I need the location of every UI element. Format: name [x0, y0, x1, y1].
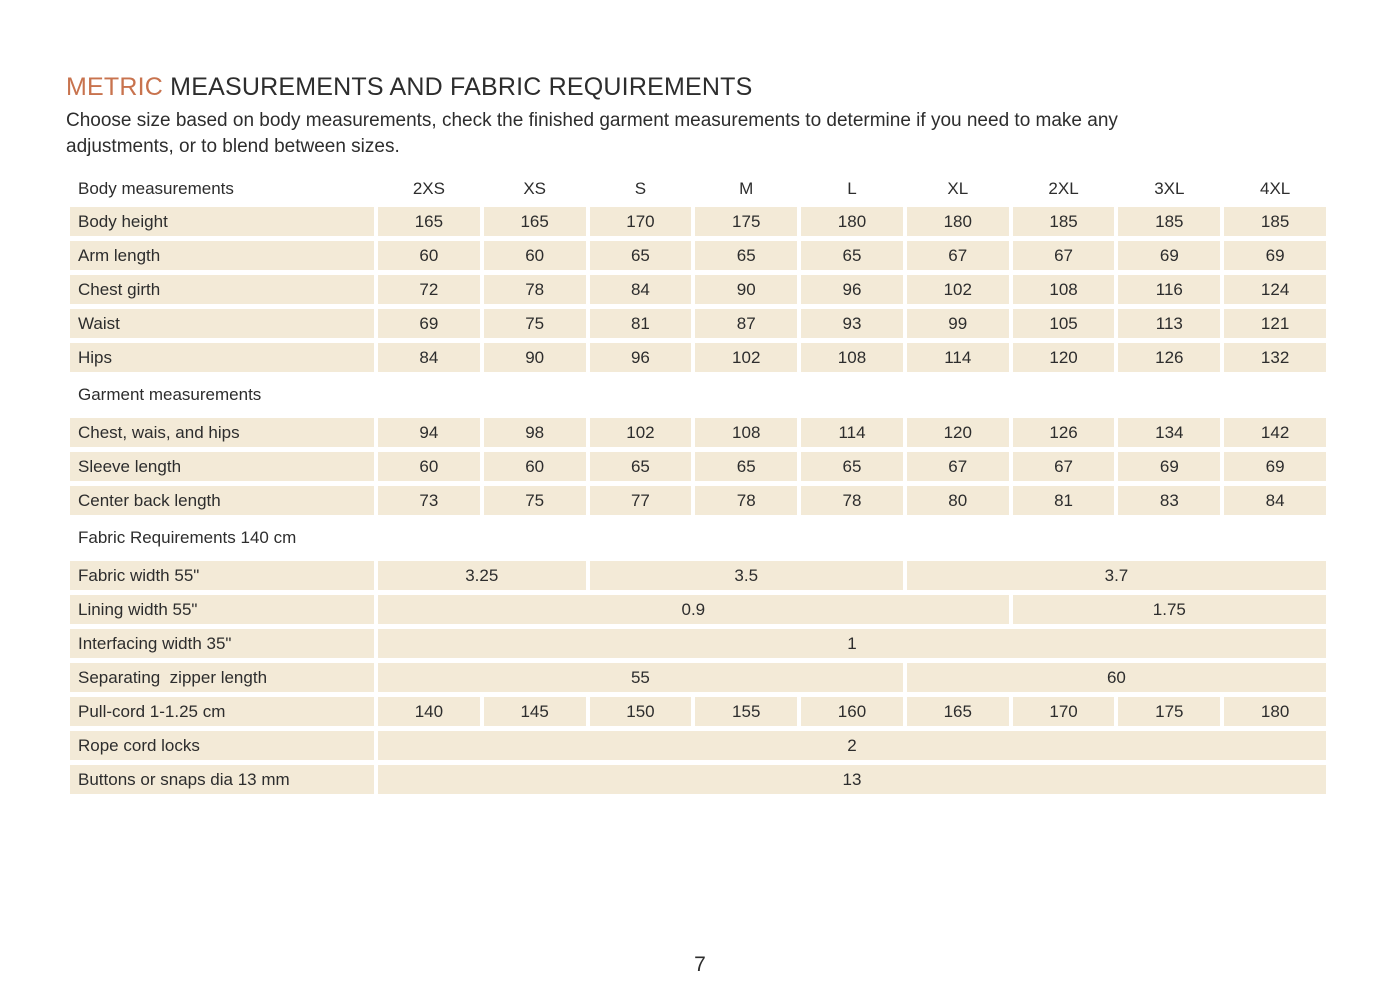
title-rest: MEASUREMENTS AND FABRIC REQUIREMENTS [163, 73, 753, 101]
table-row [70, 486, 1326, 515]
table-cell: 81 [590, 309, 692, 338]
table-cell: 165 [484, 207, 586, 236]
size-column-header: XS [523, 179, 546, 198]
table-cell: 60 [484, 241, 586, 270]
table-cell: 60 [378, 241, 480, 270]
size-column-header: 2XL [1048, 179, 1079, 198]
table-cell: 84 [378, 343, 480, 372]
table-cell: 75 [484, 309, 586, 338]
row-label: Buttons or snaps dia 13 mm [70, 765, 374, 794]
table-cell: 132 [1224, 343, 1326, 372]
table-cell: 3.5 [590, 561, 903, 590]
table-cell: 81 [1013, 486, 1115, 515]
table-cell: 84 [590, 275, 692, 304]
table-cell: 1.75 [1013, 595, 1326, 624]
table-row [70, 663, 1326, 692]
table-cell: 78 [695, 486, 797, 515]
table-row [70, 595, 1326, 624]
table-cell: 78 [484, 275, 586, 304]
row-label: Rope cord locks [70, 731, 374, 760]
row-label: Chest girth [70, 275, 374, 304]
table-cell: 67 [907, 241, 1009, 270]
table-cell: 121 [1224, 309, 1326, 338]
table-cell: 140 [378, 697, 480, 726]
table-cell: 124 [1224, 275, 1326, 304]
table-cell: 84 [1224, 486, 1326, 515]
row-label: Hips [70, 343, 374, 372]
table-cell: 175 [1118, 697, 1220, 726]
table-cell: 13 [378, 765, 1326, 794]
table-cell: 65 [695, 241, 797, 270]
table-cell: 65 [695, 452, 797, 481]
table-cell: 0.9 [378, 595, 1009, 624]
table-cell: 108 [801, 343, 903, 372]
row-label: Pull-cord 1-1.25 cm [70, 697, 374, 726]
table-cell: 145 [484, 697, 586, 726]
row-label: Chest, wais, and hips [70, 418, 374, 447]
table-cell: 69 [1224, 452, 1326, 481]
table-row [70, 309, 1326, 338]
table-cell: 96 [801, 275, 903, 304]
table-cell: 98 [484, 418, 586, 447]
table-cell: 102 [695, 343, 797, 372]
table-row [70, 241, 1326, 270]
table-cell: 94 [378, 418, 480, 447]
title-highlight: METRIC [66, 73, 164, 101]
table-row [70, 418, 1326, 447]
table-cell: 120 [907, 418, 1009, 447]
table-cell: 80 [907, 486, 1009, 515]
table-cell: 170 [590, 207, 692, 236]
table-cell: 69 [378, 309, 480, 338]
table-cell: 90 [695, 275, 797, 304]
table-cell: 1 [378, 629, 1326, 658]
row-label: Lining width 55" [70, 595, 374, 624]
table-row [70, 452, 1326, 481]
table-cell: 160 [801, 697, 903, 726]
table-cell: 3.7 [907, 561, 1326, 590]
table-cell: 180 [801, 207, 903, 236]
table-corner-header: Body measurements [78, 179, 234, 198]
table-cell: 155 [695, 697, 797, 726]
section-title: Fabric Requirements 140 cm [78, 528, 297, 547]
size-column-header: M [739, 179, 754, 198]
table-row [70, 561, 1326, 590]
table-cell: 114 [907, 343, 1009, 372]
table-cell: 165 [378, 207, 480, 236]
table-cell: 175 [695, 207, 797, 236]
table-row [70, 765, 1326, 794]
table-cell: 102 [590, 418, 692, 447]
table-cell: 77 [590, 486, 692, 515]
row-label: Separating zipper length [70, 663, 374, 692]
row-label: Arm length [70, 241, 374, 270]
size-column-header: 3XL [1154, 179, 1185, 198]
table-cell: 65 [801, 241, 903, 270]
row-label: Fabric width 55" [70, 561, 374, 590]
table-cell: 102 [907, 275, 1009, 304]
row-label: Waist [70, 309, 374, 338]
table-cell: 2 [378, 731, 1326, 760]
table-cell: 3.25 [378, 561, 586, 590]
page-subtitle [66, 108, 1330, 160]
table-cell: 73 [378, 486, 480, 515]
table-cell: 69 [1118, 452, 1220, 481]
table-cell: 67 [1013, 452, 1115, 481]
row-label: Interfacing width 35" [70, 629, 374, 658]
table-cell: 180 [907, 207, 1009, 236]
subtitle-line-2: adjustments, or to blend between sizes. [66, 136, 400, 157]
table-cell: 99 [907, 309, 1009, 338]
table-cell: 116 [1118, 275, 1220, 304]
table-cell: 185 [1118, 207, 1220, 236]
table-cell: 185 [1224, 207, 1326, 236]
table-cell: 165 [907, 697, 1009, 726]
table-cell: 120 [1013, 343, 1115, 372]
table-cell: 69 [1118, 241, 1220, 270]
row-label: Center back length [70, 486, 374, 515]
table-cell: 90 [484, 343, 586, 372]
table-cell: 185 [1013, 207, 1115, 236]
table-cell: 93 [801, 309, 903, 338]
table-row [70, 377, 1326, 413]
table-cell: 60 [907, 663, 1326, 692]
table-cell: 55 [378, 663, 903, 692]
table-row [70, 275, 1326, 304]
measurement-table [70, 174, 1326, 794]
size-column-header: 2XS [412, 179, 445, 198]
table-cell: 108 [695, 418, 797, 447]
table-row [70, 343, 1326, 372]
table-cell: 60 [484, 452, 586, 481]
table-cell: 75 [484, 486, 586, 515]
table-cell: 83 [1118, 486, 1220, 515]
table-cell: 108 [1013, 275, 1115, 304]
table-cell: 134 [1118, 418, 1220, 447]
table-cell: 67 [907, 452, 1009, 481]
table-cell: 114 [801, 418, 903, 447]
table-cell: 60 [378, 452, 480, 481]
table-cell: 126 [1118, 343, 1220, 372]
page-title [66, 72, 1330, 102]
table-cell: 142 [1224, 418, 1326, 447]
table-cell: 105 [1013, 309, 1115, 338]
table-row [70, 629, 1326, 658]
table-cell: 67 [1013, 241, 1115, 270]
table-row [70, 731, 1326, 760]
table-row [70, 174, 1326, 204]
table-cell: 113 [1118, 309, 1220, 338]
size-column-header: XL [947, 179, 969, 198]
table-cell: 96 [590, 343, 692, 372]
table-row [70, 697, 1326, 726]
size-column-header: 4XL [1259, 179, 1291, 198]
table-cell: 87 [695, 309, 797, 338]
row-label: Body height [70, 207, 374, 236]
table-cell: 65 [590, 452, 692, 481]
table-cell: 150 [590, 697, 692, 726]
subtitle-line-1: Choose size based on body measurements, check the finished garment measurements to determine if you need to make any [66, 110, 1118, 131]
table-cell: 72 [378, 275, 480, 304]
table-cell: 126 [1013, 418, 1115, 447]
section-title: Garment measurements [78, 385, 262, 404]
row-label: Sleeve length [70, 452, 374, 481]
table-cell: 69 [1224, 241, 1326, 270]
table-cell: 65 [801, 452, 903, 481]
table-cell: 170 [1013, 697, 1115, 726]
size-column-header: L [847, 179, 857, 198]
page-number: 7 [694, 953, 706, 976]
table-row [70, 207, 1326, 236]
table-cell: 65 [590, 241, 692, 270]
table-cell: 78 [801, 486, 903, 515]
table-row [70, 520, 1326, 556]
table-cell: 180 [1224, 697, 1326, 726]
size-column-header: S [634, 179, 647, 198]
